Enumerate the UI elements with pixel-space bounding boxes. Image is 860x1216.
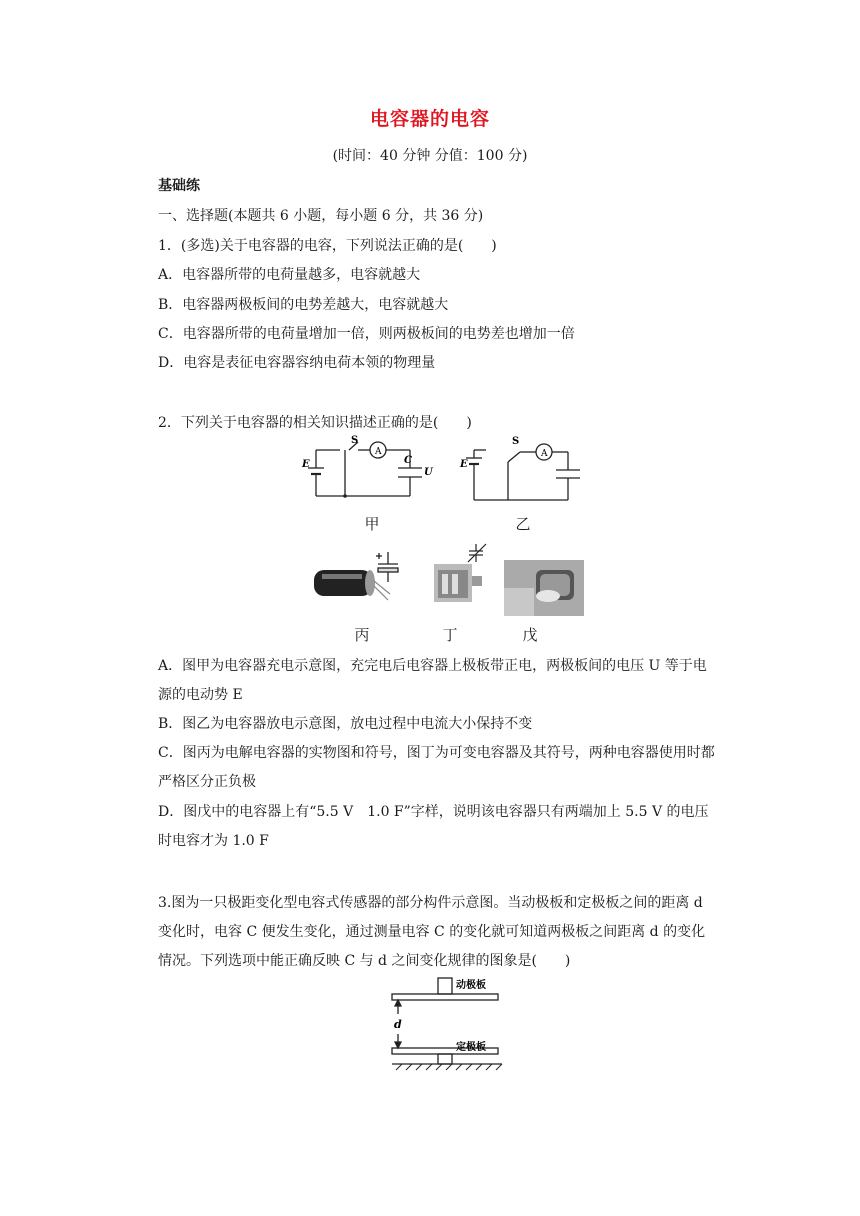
- voltage-label: U: [424, 467, 433, 478]
- super-capacitor-picture: [504, 560, 584, 616]
- source-label: E: [302, 459, 310, 470]
- circuit-yi-diagram: [458, 432, 588, 512]
- variable-capacitor-picture: [426, 542, 494, 614]
- q2-option-b: B．图乙为电容器放电示意图，放电过程中电流大小保持不变: [158, 716, 533, 732]
- section-heading: 基础练: [158, 178, 200, 194]
- circuit-jia-diagram: [300, 432, 440, 512]
- caption-wu: 戊: [522, 626, 538, 644]
- q1-option-c: C．电容器所带的电荷量增加一倍，则两极板间的电势差也增加一倍: [158, 326, 575, 342]
- moving-plate-label: 动极板: [456, 980, 486, 991]
- caption-ding: 丁: [442, 626, 458, 644]
- q2-option-a: A．图甲为电容器充电示意图，充完电后电容器上极板带正电，两极板间的电压 U 等于电源的电动势 E: [158, 658, 707, 703]
- distance-label: d: [394, 1018, 402, 1031]
- caption-yi: 乙: [515, 515, 531, 533]
- q1-option-a: A．电容器所带的电荷量越多，电容就越大: [158, 267, 421, 283]
- capacitor-label: C: [404, 455, 412, 466]
- part-heading: 一、选择题(本题共 6 小题，每小题 6 分，共 36 分): [158, 208, 484, 224]
- page-title: 电容器的电容: [369, 108, 490, 130]
- switch-label: S: [351, 435, 359, 446]
- switch-label: S: [512, 436, 520, 447]
- q2-option-c: C．图丙为电解电容器的实物图和符号，图丁为可变电容器及其符号，两种电容器使用时都严格区分正负极: [158, 745, 715, 790]
- q2-option-d: D．图戊中的电容器上有“5.5 V 1.0 F”字样，说明该电容器只有两端加上 5.5 V 的电压时电容才为 1.0 F: [158, 804, 709, 849]
- ammeter-label: A: [541, 449, 548, 459]
- caption-bing: 丙: [354, 626, 370, 644]
- ammeter-label: A: [375, 447, 382, 457]
- q1-stem: 1．(多选)关于电容器的电容，下列说法正确的是( ): [158, 238, 497, 254]
- electrolytic-capacitor-picture: [308, 548, 418, 610]
- q2-stem: 2．下列关于电容器的相关知识描述正确的是( ): [158, 415, 472, 431]
- sensor-plates-diagram: [390, 976, 520, 1072]
- q1-option-b: B．电容器两极板间的电势差越大，电容就越大: [158, 297, 449, 313]
- source-label: E: [460, 459, 468, 470]
- q3-stem: 3.图为一只极距变化型电容式传感器的部分构件示意图。当动极板和定极板之间的距离 d 变化时，电容 C 便发生变化，通过测量电容 C 的变化就可知道两极板之间距离 d 的变化情况。下列选项中能正确反映 C 与 d 之间变化规律的图象是( ): [158, 895, 706, 969]
- fixed-plate-label: 定极板: [456, 1042, 486, 1053]
- q1-option-d: D．电容是表征电容器容纳电荷本领的物理量: [158, 355, 436, 371]
- caption-jia: 甲: [364, 515, 380, 533]
- exam-meta: (时间：40 分钟 分值：100 分): [332, 148, 528, 164]
